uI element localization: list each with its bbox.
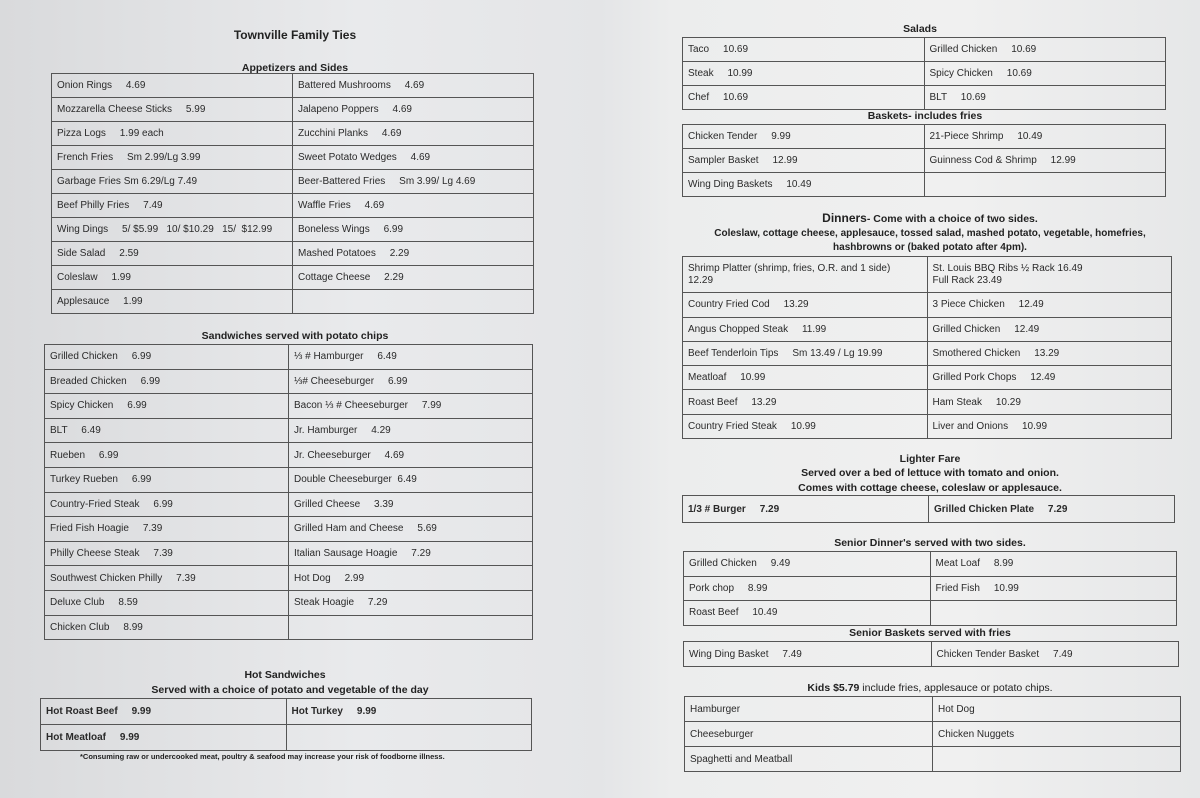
hot-sandwiches-subheading: Served with a choice of potato and vegetable of the day bbox=[151, 684, 429, 696]
table-row bbox=[684, 552, 1177, 577]
menu-item: Chicken Nuggets bbox=[933, 722, 1181, 747]
table-row bbox=[52, 266, 534, 290]
menu-item: Smothered Chicken 13.29 bbox=[927, 341, 1172, 365]
table-row bbox=[683, 317, 1172, 341]
menu-item: Boneless Wings 6.99 bbox=[293, 218, 534, 242]
baskets-heading: Baskets- includes fries bbox=[867, 110, 983, 122]
senior-dinners-table bbox=[683, 551, 1177, 626]
menu-item: Jr. Cheeseburger 4.69 bbox=[289, 443, 533, 468]
table-row bbox=[45, 345, 533, 370]
menu-item: ⅓ # Hamburger 6.49 bbox=[289, 345, 533, 370]
menu-item: Hot Roast Beef 9.99 bbox=[41, 699, 287, 725]
table-row bbox=[52, 290, 534, 314]
menu-item: Cheeseburger bbox=[685, 722, 933, 747]
menu-item: Jr. Hamburger 4.29 bbox=[289, 418, 533, 443]
menu-item bbox=[933, 747, 1181, 772]
menu-item: Beef Philly Fries 7.49 bbox=[52, 194, 293, 218]
dinners-heading-main: Dinners bbox=[822, 211, 867, 225]
dinners-sides-line2: hashbrowns or (baked potato after 4pm). bbox=[833, 242, 1027, 253]
table-row bbox=[683, 366, 1172, 390]
menu-item: Sweet Potato Wedges 4.69 bbox=[293, 146, 534, 170]
table-row bbox=[45, 566, 533, 591]
table-row bbox=[45, 394, 533, 419]
menu-item: Shrimp Platter (shrimp, fries, O.R. and 1 side) 12.29 bbox=[683, 257, 928, 293]
menu-item: Coleslaw 1.99 bbox=[52, 266, 293, 290]
menu-item: Hot Meatloaf 9.99 bbox=[41, 725, 287, 751]
dinners-table bbox=[682, 256, 1172, 439]
menu-item: Bacon ⅓ # Cheeseburger 7.99 bbox=[289, 394, 533, 419]
lighter-fare-sub1: Served over a bed of lettuce with tomato and onion. bbox=[801, 467, 1059, 479]
lighter-fare-table bbox=[682, 495, 1175, 523]
table-row bbox=[41, 725, 532, 751]
menu-item: Mozzarella Cheese Sticks 5.99 bbox=[52, 98, 293, 122]
table-row bbox=[685, 722, 1181, 747]
food-safety-disclaimer: *Consuming raw or undercooked meat, poultry & seafood may increase your risk of foodborne illness. bbox=[80, 752, 445, 761]
kids-heading-rest: include fries, applesauce or potato chips. bbox=[859, 682, 1053, 694]
appetizers-heading: Appetizers and Sides bbox=[241, 62, 349, 74]
menu-item: Breaded Chicken 6.99 bbox=[45, 369, 289, 394]
menu-item: Battered Mushrooms 4.69 bbox=[293, 74, 534, 98]
table-row bbox=[45, 541, 533, 566]
table-row bbox=[45, 517, 533, 542]
menu-item: Grilled Cheese 3.39 bbox=[289, 492, 533, 517]
menu-item: French Fries Sm 2.99/Lg 3.99 bbox=[52, 146, 293, 170]
menu-right-page bbox=[660, 0, 1200, 798]
menu-item: Angus Chopped Steak 11.99 bbox=[683, 317, 928, 341]
table-row bbox=[41, 699, 532, 725]
menu-item: Spicy Chicken 10.69 bbox=[924, 62, 1166, 86]
menu-item: Grilled Pork Chops 12.49 bbox=[927, 366, 1172, 390]
menu-item: Italian Sausage Hoagie 7.29 bbox=[289, 541, 533, 566]
menu-item: Beer-Battered Fries Sm 3.99/ Lg 4.69 bbox=[293, 170, 534, 194]
menu-item: Meatloaf 10.99 bbox=[683, 366, 928, 390]
menu-item: Country-Fried Steak 6.99 bbox=[45, 492, 289, 517]
table-row bbox=[45, 467, 533, 492]
kids-heading-price: Kids $5.79 bbox=[807, 682, 860, 694]
menu-item bbox=[286, 725, 532, 751]
menu-item: Country Fried Steak 10.99 bbox=[683, 414, 928, 438]
menu-item: Onion Rings 4.69 bbox=[52, 74, 293, 98]
menu-item: Sampler Basket 12.99 bbox=[683, 149, 925, 173]
table-row bbox=[45, 492, 533, 517]
menu-item: Pork chop 8.99 bbox=[684, 576, 931, 601]
menu-item: Hamburger bbox=[685, 697, 933, 722]
menu-item: Roast Beef 10.49 bbox=[684, 601, 931, 626]
sandwiches-heading: Sandwiches served with potato chips bbox=[201, 330, 389, 342]
table-row bbox=[52, 242, 534, 266]
menu-item: Grilled Chicken Plate 7.29 bbox=[929, 496, 1175, 523]
menu-item: Country Fried Cod 13.29 bbox=[683, 293, 928, 317]
lighter-fare-sub2: Comes with cottage cheese, coleslaw or applesauce. bbox=[798, 482, 1062, 494]
table-row bbox=[683, 125, 1166, 149]
menu-item: Chicken Tender Basket 7.49 bbox=[931, 642, 1179, 667]
menu-item: Double Cheeseburger 6.49 bbox=[289, 467, 533, 492]
dinners-heading-rest: - Come with a choice of two sides. bbox=[866, 213, 1038, 225]
menu-item: Deluxe Club 8.59 bbox=[45, 590, 289, 615]
menu-item: Waffle Fries 4.69 bbox=[293, 194, 534, 218]
menu-item: Southwest Chicken Philly 7.39 bbox=[45, 566, 289, 591]
menu-item: Cottage Cheese 2.29 bbox=[293, 266, 534, 290]
dinners-sides-line1: Coleslaw, cottage cheese, applesauce, tossed salad, mashed potato, vegetable, homefries, bbox=[714, 228, 1146, 239]
menu-item: Garbage Fries Sm 6.29/Lg 7.49 bbox=[52, 170, 293, 194]
menu-item: Applesauce 1.99 bbox=[52, 290, 293, 314]
hot-sandwiches-table bbox=[40, 698, 532, 751]
salads-table bbox=[682, 37, 1166, 110]
table-row bbox=[52, 98, 534, 122]
senior-dinners-heading: Senior Dinner's served with two sides. bbox=[834, 537, 1026, 549]
table-row bbox=[52, 146, 534, 170]
table-row bbox=[683, 86, 1166, 110]
menu-item: St. Louis BBQ Ribs ½ Rack 16.49 Full Rack 23.49 bbox=[927, 257, 1172, 293]
table-row bbox=[685, 697, 1181, 722]
menu-item: Steak 10.99 bbox=[683, 62, 925, 86]
menu-item: Taco 10.69 bbox=[683, 38, 925, 62]
menu-item: Hot Dog 2.99 bbox=[289, 566, 533, 591]
table-row bbox=[45, 443, 533, 468]
kids-table bbox=[684, 696, 1181, 772]
menu-item: Meat Loaf 8.99 bbox=[930, 552, 1177, 577]
menu-item: Wing Ding Basket 7.49 bbox=[684, 642, 932, 667]
menu-item: Chef 10.69 bbox=[683, 86, 925, 110]
hot-sandwiches-heading: Hot Sandwiches bbox=[244, 669, 326, 681]
menu-item: 3 Piece Chicken 12.49 bbox=[927, 293, 1172, 317]
menu-item: Grilled Chicken 6.99 bbox=[45, 345, 289, 370]
menu-item: Mashed Potatoes 2.29 bbox=[293, 242, 534, 266]
senior-baskets-heading: Senior Baskets served with fries bbox=[849, 627, 1011, 639]
table-row bbox=[683, 173, 1166, 197]
senior-baskets-table bbox=[683, 641, 1179, 667]
table-row bbox=[52, 218, 534, 242]
menu-item: Wing Dings 5/ $5.99 10/ $10.29 15/ $12.99 bbox=[52, 218, 293, 242]
table-row bbox=[683, 149, 1166, 173]
table-row bbox=[683, 38, 1166, 62]
table-row bbox=[52, 170, 534, 194]
restaurant-title: Townville Family Ties bbox=[233, 28, 357, 42]
table-row bbox=[685, 747, 1181, 772]
lighter-fare-heading: Lighter Fare bbox=[899, 453, 961, 465]
table-row bbox=[683, 341, 1172, 365]
menu-item: Chicken Club 8.99 bbox=[45, 615, 289, 640]
menu-item bbox=[293, 290, 534, 314]
salads-heading: Salads bbox=[903, 23, 937, 35]
menu-item: Philly Cheese Steak 7.39 bbox=[45, 541, 289, 566]
menu-item: BLT 6.49 bbox=[45, 418, 289, 443]
table-row bbox=[683, 62, 1166, 86]
table-row bbox=[684, 601, 1177, 626]
table-row bbox=[52, 74, 534, 98]
kids-heading bbox=[770, 682, 1090, 694]
menu-item: Spicy Chicken 6.99 bbox=[45, 394, 289, 419]
table-row bbox=[52, 194, 534, 218]
menu-item: Grilled Ham and Cheese 5.69 bbox=[289, 517, 533, 542]
menu-item: Turkey Rueben 6.99 bbox=[45, 467, 289, 492]
menu-item: Grilled Chicken 9.49 bbox=[684, 552, 931, 577]
menu-item: Grilled Chicken 10.69 bbox=[924, 38, 1166, 62]
sandwiches-table bbox=[44, 344, 533, 640]
menu-item bbox=[930, 601, 1177, 626]
appetizers-table bbox=[51, 73, 534, 314]
menu-item: Roast Beef 13.29 bbox=[683, 390, 928, 414]
table-row bbox=[45, 615, 533, 640]
menu-item: Jalapeno Poppers 4.69 bbox=[293, 98, 534, 122]
menu-item: BLT 10.69 bbox=[924, 86, 1166, 110]
menu-item bbox=[289, 615, 533, 640]
menu-item: Fried Fish 10.99 bbox=[930, 576, 1177, 601]
menu-item: 21-Piece Shrimp 10.49 bbox=[924, 125, 1166, 149]
table-row bbox=[683, 257, 1172, 293]
table-row bbox=[683, 293, 1172, 317]
menu-item: Zucchini Planks 4.69 bbox=[293, 122, 534, 146]
menu-item: Chicken Tender 9.99 bbox=[683, 125, 925, 149]
table-row bbox=[684, 642, 1179, 667]
menu-item bbox=[924, 173, 1166, 197]
menu-item: Steak Hoagie 7.29 bbox=[289, 590, 533, 615]
menu-item: Hot Dog bbox=[933, 697, 1181, 722]
table-row bbox=[684, 576, 1177, 601]
dinners-heading bbox=[770, 211, 1090, 225]
menu-item: Ham Steak 10.29 bbox=[927, 390, 1172, 414]
menu-item: 1/3 # Burger 7.29 bbox=[683, 496, 929, 523]
menu-item: Fried Fish Hoagie 7.39 bbox=[45, 517, 289, 542]
menu-item: Hot Turkey 9.99 bbox=[286, 699, 532, 725]
table-row bbox=[45, 590, 533, 615]
table-row bbox=[683, 496, 1175, 523]
menu-item: Guinness Cod & Shrimp 12.99 bbox=[924, 149, 1166, 173]
table-row bbox=[52, 122, 534, 146]
menu-item: Pizza Logs 1.99 each bbox=[52, 122, 293, 146]
menu-item: Grilled Chicken 12.49 bbox=[927, 317, 1172, 341]
menu-item: ⅓# Cheeseburger 6.99 bbox=[289, 369, 533, 394]
menu-item: Spaghetti and Meatball bbox=[685, 747, 933, 772]
table-row bbox=[683, 414, 1172, 438]
menu-left-page bbox=[0, 0, 590, 798]
baskets-table bbox=[682, 124, 1166, 197]
menu-item: Wing Ding Baskets 10.49 bbox=[683, 173, 925, 197]
menu-item: Side Salad 2.59 bbox=[52, 242, 293, 266]
table-row bbox=[683, 390, 1172, 414]
table-row bbox=[45, 369, 533, 394]
menu-item: Liver and Onions 10.99 bbox=[927, 414, 1172, 438]
menu-item: Beef Tenderloin Tips Sm 13.49 / Lg 19.99 bbox=[683, 341, 928, 365]
table-row bbox=[45, 418, 533, 443]
menu-item: Rueben 6.99 bbox=[45, 443, 289, 468]
